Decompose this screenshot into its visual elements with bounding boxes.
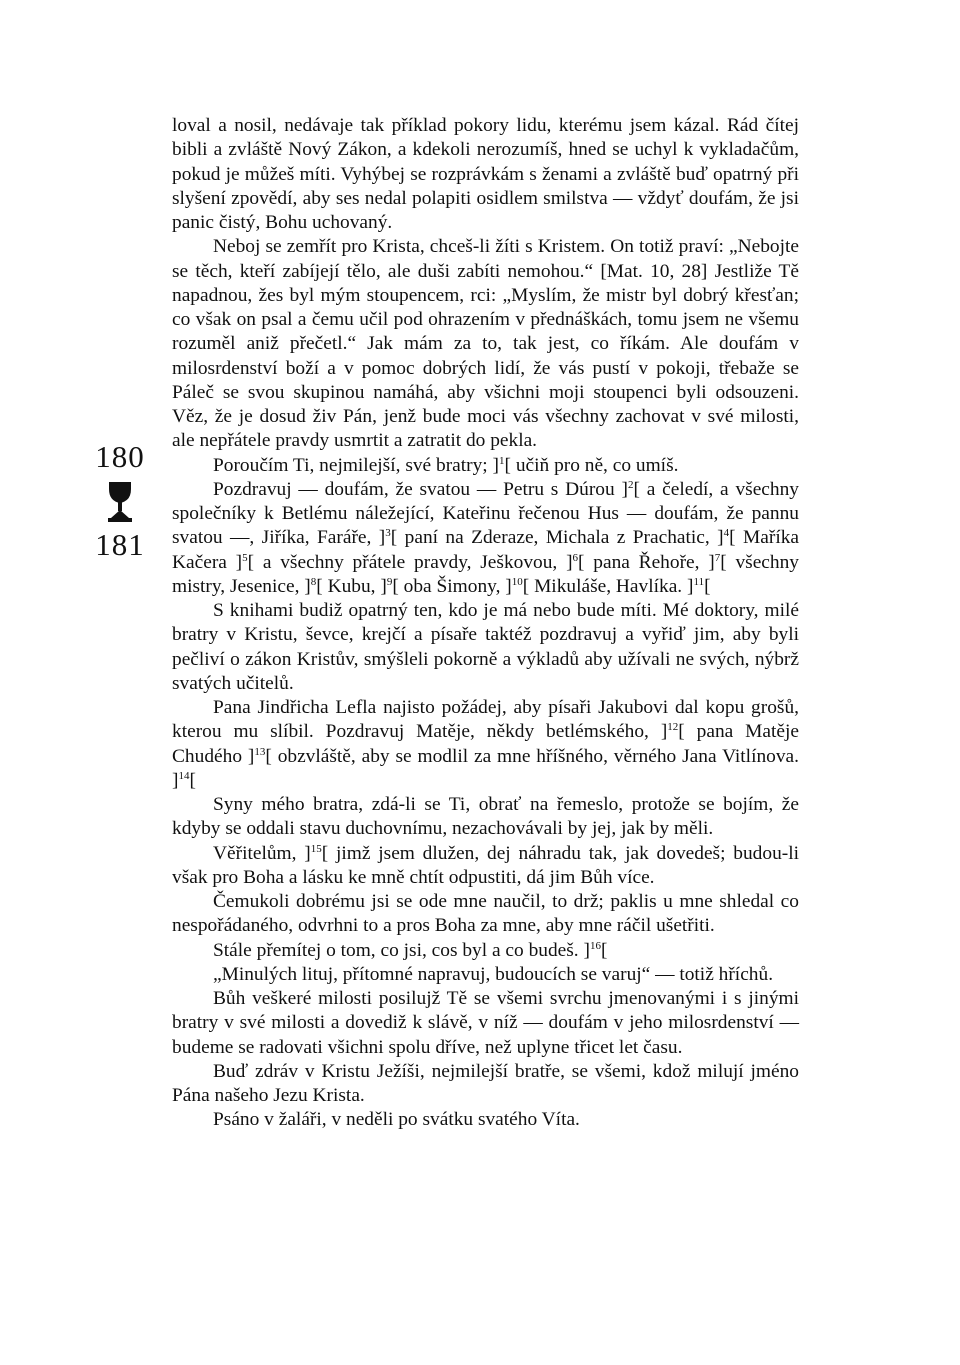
footnote-number: 15 [310, 842, 322, 855]
text-run: Kubu, [322, 575, 381, 597]
footnote-number: 16 [589, 939, 601, 952]
footnote-number: 6 [572, 551, 579, 564]
text-run: Čemukoli dobrému jsi se ode mne naučil, to drž; paklis u mne shledal co nespořádaného, odvrhni to a pros Boha za mne, aby mne ráčil ušetřiti. [172, 891, 799, 937]
footnote-marker: ]$^3$[ [378, 527, 398, 549]
text-run: obzvláště, aby se modlil za mne hříšného, věrného Jana Vitlínova. [271, 745, 799, 767]
text-run: Psáno v žaláři, v neděli po svátku svatého Víta. [213, 1109, 580, 1131]
footnote-number: 3 [385, 527, 391, 540]
paragraph [172, 235, 799, 453]
text-run: Bůh veškeré milosti posilujž Tě se všemi svrchu jmenovanými i s jinými bratry v své milosti a dovediž k slávě, v níž — doufám v jeho milosrdenství — budeme se radovati všichni spolu dříve, než uplyne třicet let času. [172, 988, 799, 1058]
margin-page-numbers [82, 440, 158, 562]
footnote-number: 1 [499, 454, 505, 467]
paragraph [172, 599, 799, 696]
text-run: Poroučím Ti, nejmilejší, své bratry; [213, 454, 493, 476]
paragraph [172, 987, 799, 1060]
text-run: oba Šimony, [398, 575, 506, 597]
paragraph [172, 478, 799, 599]
paragraph [172, 890, 799, 939]
paragraph [172, 1108, 799, 1132]
paragraph [172, 454, 799, 478]
text-run: paní na Zderaze, Michala z Prachatic, [397, 527, 718, 549]
footnote-marker: ]$^{15}$[ [304, 842, 329, 864]
text-run: Buď zdráv v Kristu Ježíši, nejmilejší bratře, se všemi, kdož milují jméno Pána našeho Jezu Krista. [172, 1060, 799, 1106]
footnote-marker: ]$^6$[ [566, 551, 585, 573]
text-run: S knihami budiž opatrný ten, kdo je má nebo bude míti. Mé doktory, milé bratry v Kristu, ševce, krejčí a písaře taktéž pozdravuj a vyřiď jim, aby byli pečliví o zákon Kristův, smýšleli pokorně a výkladů aby užívali ne svých, nýbrž svatých učitelů. [172, 600, 799, 694]
footnote-marker: ]$^5$[ [235, 551, 255, 573]
text-run: Pozdravuj — doufám, že svatou — Petru s Dúrou [213, 478, 622, 500]
footnote-number: 10 [511, 575, 523, 588]
footnote-number: 8 [310, 575, 317, 588]
paragraph [172, 793, 799, 842]
footnote-marker: ]$^{11}$[ [687, 575, 711, 597]
footnote-marker: ]$^7$[ [708, 551, 727, 573]
paragraph [172, 1060, 799, 1109]
text-run: pana Matěje Chudého [172, 721, 799, 767]
footnote-marker: ]$^{10}$[ [505, 575, 530, 597]
text-run: Pana Jindřicha Lefla najisto požádej, aby písaři Jakubovi dal kopu grošů, kterou mu slíbil. Pozdravuj Matěje, někdy betlémského, [172, 697, 799, 743]
footnote-number: 14 [178, 769, 190, 782]
text-run: loval a nosil, nedávaje tak příklad pokory lidu, kterému jsem kázal. Rád čítej bibli a zvláště Nový Zákon, a kdekoli nerozumíš, hned se uchyl k vykladačům, pokud je můžeš míti. Vyhýbej se rozprávkám s ženami a zvláště buď opatrný při slyšení zpovědí, aby ses nedal polapiti osidlem smilstva — vždyť doufám, že jsi panic čistý, Bohu uchovaný. [172, 115, 799, 233]
page-number-left: 180 [95, 439, 145, 474]
footnote-marker: ]$^{13}$[ [247, 745, 272, 767]
text-run: Syny mého bratra, zdá-li se Ti, obrať na řemeslo, protože se bojím, že kdyby se oddali stavu duchovnímu, nezachovávali by jej, jak by měli. [172, 794, 799, 840]
text-run: a všechny přátele pravdy, Ješkovou, [254, 551, 567, 573]
paragraph [172, 963, 799, 987]
paragraph [172, 842, 799, 891]
footnote-marker: ]$^{12}$[ [660, 721, 685, 743]
footnote-number: 5 [242, 551, 248, 564]
text-run: pana Řehoře, [584, 551, 709, 573]
paragraph [172, 939, 799, 963]
footnote-marker: ]$^{16}$[ [583, 939, 608, 961]
text-run: všechny mistry, Jesenice, [172, 551, 799, 597]
text-run: Věřitelům, [213, 842, 305, 864]
footnote-number: 7 [714, 551, 721, 564]
footnote-marker: ]$^2$[ [621, 478, 640, 500]
text-run: jimž jsem dlužen, dej náhradu tak, jak dovedeš; budou-li však pro Boha a lásku ke mně chtít odpustiti, dá jim Bůh více. [172, 842, 799, 888]
text-run: „Minulých lituj, přítomné napravuj, budoucích se varuj“ — totiž hříchů. [213, 963, 774, 985]
letter-text [172, 114, 799, 1133]
text-run: Neboj se zemřít pro Krista, chceš-li žíti s Kristem. On totiž praví: „Nebojte se těch, kteří zabíjejí tělo, ale duši zabíti nemohou.“ [Mat. 10, 28] Jestliže Tě napadnou, žes byl mým stoupencem, rci: „Myslím, že mistr byl dobrý křesťan; co však on psal a čemu učil pod ohrazením v přednáškách, tomu jsem ne všemu rozuměl aniž přečetl.“ Jak mám za to, tak jest, co říkám. Ale doufám v milosrdenství boží a v pomoc dobrých lidí, že vás pustí v pokoji, třebaže se Páleč se svou skupinou namáhá, aby všichni moji stoupenci byli odsouzeni. Věz, že je dosud živ Pán, jenž bude moci vás všechny zachovat v své milosti, ale nepřátele pravdy usmrtit a zatratit do pekla. [172, 236, 799, 452]
text-run: učiň pro ně, co umíš. [510, 454, 679, 476]
text-run: Stále přemítej o tom, co jsi, cos byl a co budeš. [213, 939, 584, 961]
footnote-number: 13 [254, 745, 266, 758]
footnote-marker: ]$^{14}$[ [172, 769, 196, 791]
footnote-number: 2 [627, 478, 634, 491]
footnote-number: 11 [693, 575, 705, 588]
paragraph [172, 114, 799, 235]
chalice-icon [107, 480, 133, 524]
footnote-marker: ]$^8$[ [304, 575, 323, 597]
footnote-number: 12 [667, 721, 679, 734]
paragraph [172, 696, 799, 793]
footnote-number: 9 [386, 575, 393, 588]
text-run: Mikuláše, Havlíka. [529, 575, 688, 597]
footnote-number: 4 [723, 527, 730, 540]
footnote-marker: ]$^4$[ [717, 527, 736, 549]
footnote-marker: ]$^9$[ [380, 575, 399, 597]
page-number-right: 181 [95, 527, 145, 562]
footnote-marker: ]$^1$[ [492, 454, 511, 476]
text-run: Maříka Kačera [172, 527, 800, 573]
text-run: a čeledí, a všechny společníky k Betlému náležející, Kateřinu řečenou Hus — doufám, že pannu svatou —, Jiříka, Faráře, [172, 478, 800, 549]
